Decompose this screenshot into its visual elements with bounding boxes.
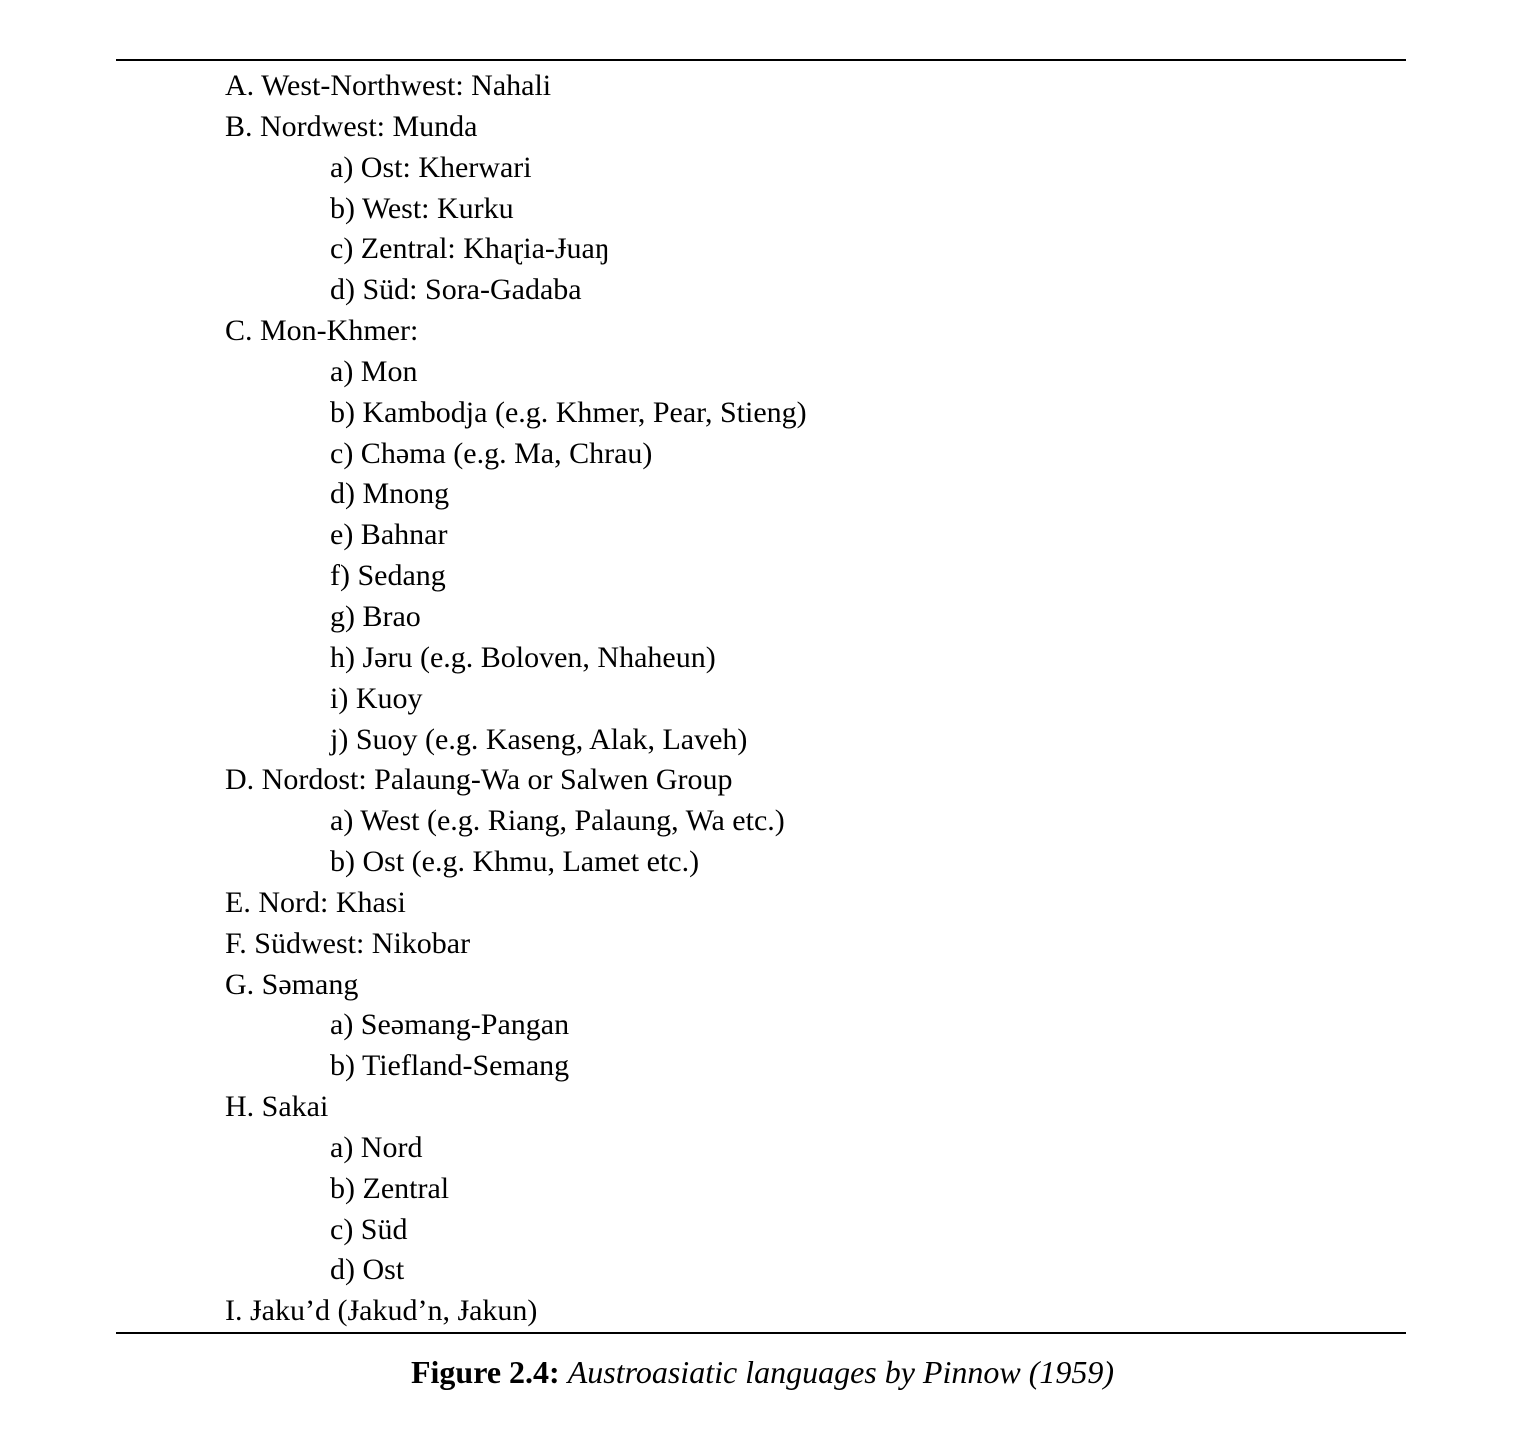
subgroup-entry: e) Bahnar [330,518,448,552]
subgroup-entry: c) Zentral: Khaɽia-Ɉuaŋ [330,232,610,266]
group-entry: C. Mon-Khmer: [225,314,419,348]
subgroup-entry: b) Tiefland-Semang [330,1049,570,1083]
subgroup-entry: h) Jəru (e.g. Boloven, Nhaheun) [330,640,716,674]
group-entry: I. Ɉaku’d (Ɉakud’n, Ɉakun) [225,1294,538,1328]
group-entry: E. Nord: Khasi [225,885,406,919]
subgroup-entry: c) Süd [330,1212,408,1246]
subgroup-entry: d) Mnong [330,477,450,511]
caption-label: Figure 2.4: [410,1354,560,1390]
subgroup-entry: a) West (e.g. Riang, Palaung, Wa etc.) [330,804,785,838]
group-entry: A. West-Northwest: Nahali [225,69,552,102]
group-entry: G. Səmang [225,967,359,1001]
subgroup-entry: a) Ost: Kherwari [330,150,532,184]
language-classification-list [0,66,1525,1332]
group-entry: F. Südwest: Nikobar [225,926,471,960]
subgroup-entry: b) Zentral [330,1171,450,1205]
subgroup-entry: d) Ost [330,1253,405,1287]
subgroup-entry: f) Sedang [330,559,446,593]
figure-caption [0,1350,1525,1394]
group-entry: B. Nordwest: Munda [225,109,478,143]
subgroup-entry: g) Brao [330,599,421,633]
subgroup-entry: c) Chəma (e.g. Ma, Chrau) [330,436,653,470]
top-rule [116,59,1406,61]
subgroup-entry: i) Kuoy [330,681,423,715]
subgroup-entry: j) Suoy (e.g. Kaseng, Alak, Laveh) [330,722,748,756]
subgroup-entry: a) Seəmang-Pangan [330,1008,570,1042]
subgroup-entry: d) Süd: Sora-Gadaba [330,273,582,307]
subgroup-entry: b) Ost (e.g. Khmu, Lamet etc.) [330,845,700,879]
bottom-rule [116,1332,1406,1334]
group-entry: D. Nordost: Palaung-Wa or Salwen Group [225,763,733,797]
subgroup-entry: b) West: Kurku [330,191,514,225]
group-entry: H. Sakai [225,1090,329,1124]
subgroup-entry: a) Nord [330,1130,423,1164]
subgroup-entry: a) Mon [330,354,418,388]
caption-text: Austroasiatic languages by Pinnow (1959) [567,1354,1115,1390]
subgroup-entry: b) Kambodja (e.g. Khmer, Pear, Stieng) [330,395,807,429]
